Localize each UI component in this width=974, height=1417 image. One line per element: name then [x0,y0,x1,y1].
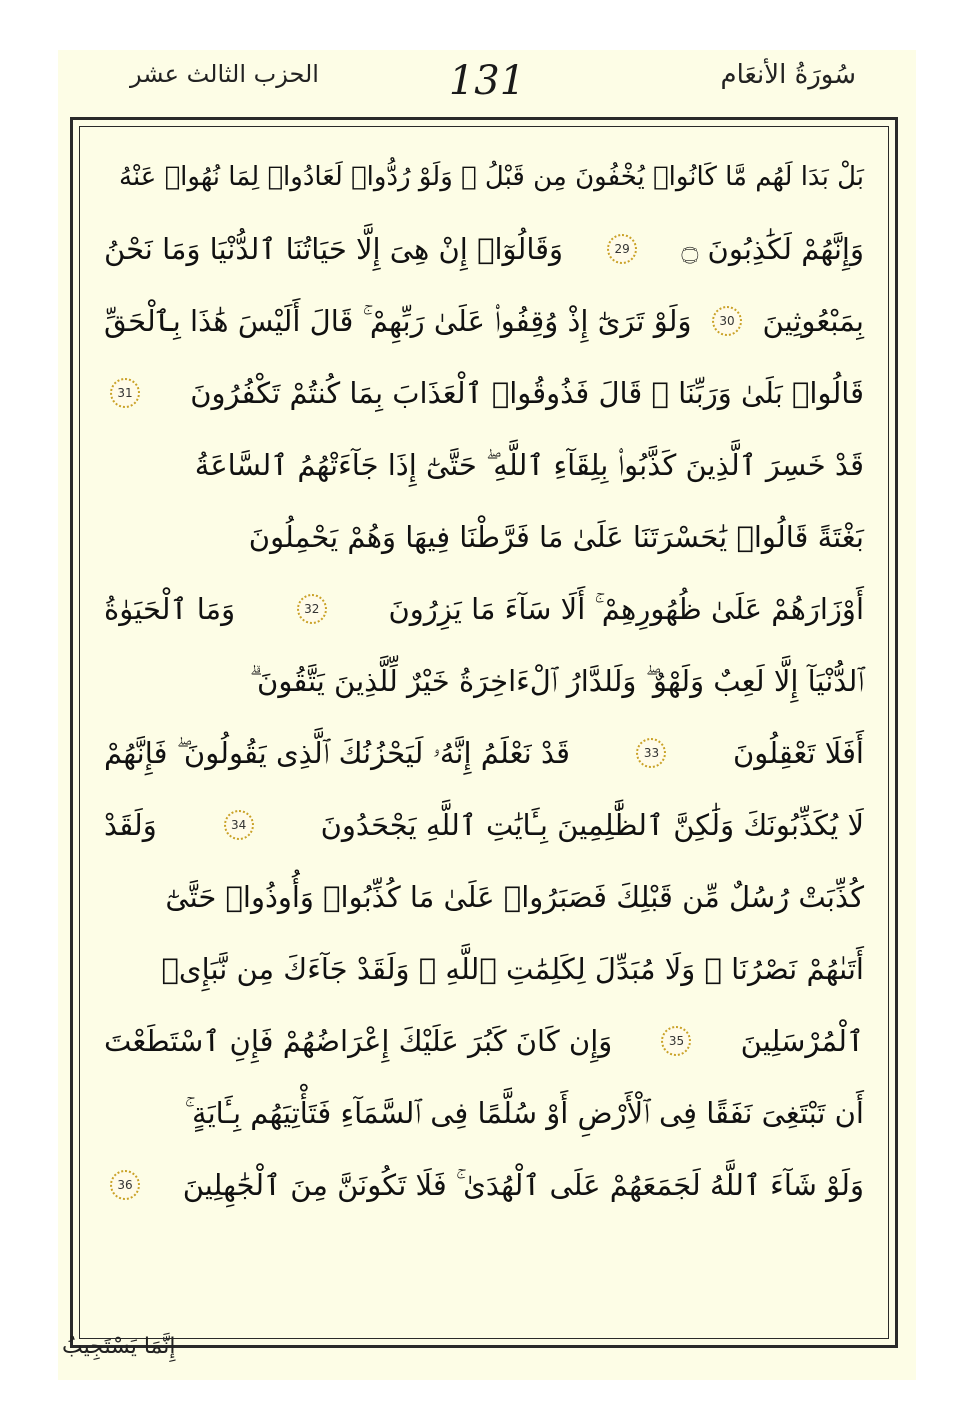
verse-text: وَإِن كَانَ كَبُرَ عَلَيْكَ إِعْرَاضُهُمْ فَإِنِ ٱسْتَطَعْتَ [104,1024,613,1058]
text-line [104,501,864,573]
ayah-marker-icon: 35 [661,1026,691,1056]
verse-text: لَا يُكَذِّبُونَكَ وَلَٰكِنَّ ٱلظَّٰلِمِينَ بِـَٔايَٰتِ ٱللَّهِ يَجْحَدُونَ [320,808,864,842]
verse-text: ٱلْمُرْسَلِينَ [740,1024,864,1058]
text-line [104,285,864,357]
verse-text: وَلَوْ شَآءَ ٱللَّهُ لَجَمَعَهُمْ عَلَى ٱلْهُدَىٰ ۚ فَلَا تَكُونَنَّ مِنَ ٱلْجَٰهِلِينَ [182,1168,864,1202]
verse-text: أَوْزَارَهُمْ عَلَىٰ ظُهُورِهِمْ ۚ أَلَا سَآءَ مَا يَزِرُونَ [388,592,864,626]
text-line [104,789,864,861]
text-line [104,645,864,717]
text-line [104,141,864,213]
text-line [104,1077,864,1149]
text-line [104,357,864,429]
verse-text: قَدْ نَعْلَمُ إِنَّهُۥ لَيَحْزُنُكَ ٱلَّذِى يَقُولُونَ ۖ فَإِنَّهُمْ [104,736,571,770]
text-line [104,1149,864,1221]
ayah-marker-icon: 33 [636,738,666,768]
verse-text: ٱلدُّنْيَآ إِلَّا لَعِبٌ وَلَهْوٌ ۖ وَلَلدَّارُ ٱلْءَاخِرَةُ خَيْرٌ لِّلَّذِينَ يَتَّقُونَ ۗ [249,664,864,698]
verse-text: بَغْتَةً قَالُوا۟ يَٰحَسْرَتَنَا عَلَىٰ مَا فَرَّطْنَا فِيهَا وَهُمْ يَحْمِلُونَ [248,520,864,554]
text-line [104,573,864,645]
text-line [104,1005,864,1077]
verse-text: كُذِّبَتْ رُسُلٌ مِّن قَبْلِكَ فَصَبَرُوا۟ عَلَىٰ مَا كُذِّبُوا۟ وَأُوذُوا۟ حَتَّىٰٓ [165,880,864,914]
ayah-marker-icon: 31 [110,378,140,408]
text-frame-inner [79,126,889,1339]
text-line [104,717,864,789]
text-frame [70,117,898,1348]
mushaf-page [58,50,916,1380]
verse-text: أَتَىٰهُمْ نَصْرُنَا ۚ وَلَا مُبَدِّلَ لِكَلِمَٰتِ ٱللَّهِ ۚ وَلَقَدْ جَآءَكَ مِن نَّبَإِى۟ [161,952,864,986]
page-number: 131 [448,58,526,104]
ayah-marker-icon: 34 [224,810,254,840]
verse-text: وَمَا ٱلْحَيَوٰةُ [104,592,236,626]
verse-text: أَفَلَا تَعْقِلُونَ [732,736,864,770]
verse-text: بَلْ بَدَا لَهُم مَّا كَانُوا۟ يُخْفُونَ مِن قَبْلُ ۖ وَلَوْ رُدُّوا۟ لَعَادُوا۟ لِمَا نُهُوا۟ عَنْهُ [119,162,864,192]
hizb-label: الحزب الثالث عشر [130,60,319,88]
text-line [104,213,864,285]
verse-text: بِمَبْعُوثِينَ [762,304,864,338]
verse-text: قَدْ خَسِرَ ٱلَّذِينَ كَذَّبُوا۟ بِلِقَآءِ ٱللَّهِ ۖ حَتَّىٰٓ إِذَا جَآءَتْهُمُ ٱلسَّاعَةُ [194,448,864,482]
ayah-marker-icon: 36 [110,1170,140,1200]
text-line [104,861,864,933]
verse-text: وَإِنَّهُمْ لَكَٰذِبُونَ ۝ [681,232,864,266]
verse-text: أَن تَبْتَغِىَ نَفَقًا فِى ٱلْأَرْضِ أَوْ سُلَّمًا فِى ٱلسَّمَآءِ فَتَأْتِيَهُم بِـَٔايَةٍ ۚ [184,1096,864,1130]
verse-text: قَالُوا۟ بَلَىٰ وَرَبِّنَا ۚ قَالَ فَذُوقُوا۟ ٱلْعَذَابَ بِمَا كُنتُمْ تَكْفُرُونَ [190,376,864,410]
text-line [104,933,864,1005]
page-header [58,50,916,118]
verse-text: وَلَوْ تَرَىٰٓ إِذْ وُقِفُوا۟ عَلَىٰ رَبِّهِمْ ۚ قَالَ أَلَيْسَ هَٰذَا بِٱلْحَقِّ [104,304,692,338]
catchword: إِنَّمَا يَسْتَجِيبُ [62,1334,176,1359]
verse-text: وَقَالُوٓا۟ إِنْ هِىَ إِلَّا حَيَاتُنَا ٱلدُّنْيَا وَمَا نَحْنُ [104,232,564,266]
ayah-marker-icon: 29 [607,234,637,264]
surah-title: سُورَةُ الأنعَام [720,60,856,90]
ayah-marker-icon: 30 [712,306,742,336]
ayah-marker-icon: 32 [297,594,327,624]
text-line [104,429,864,501]
quran-text [104,141,864,1324]
verse-text: وَلَقَدْ [104,808,157,842]
